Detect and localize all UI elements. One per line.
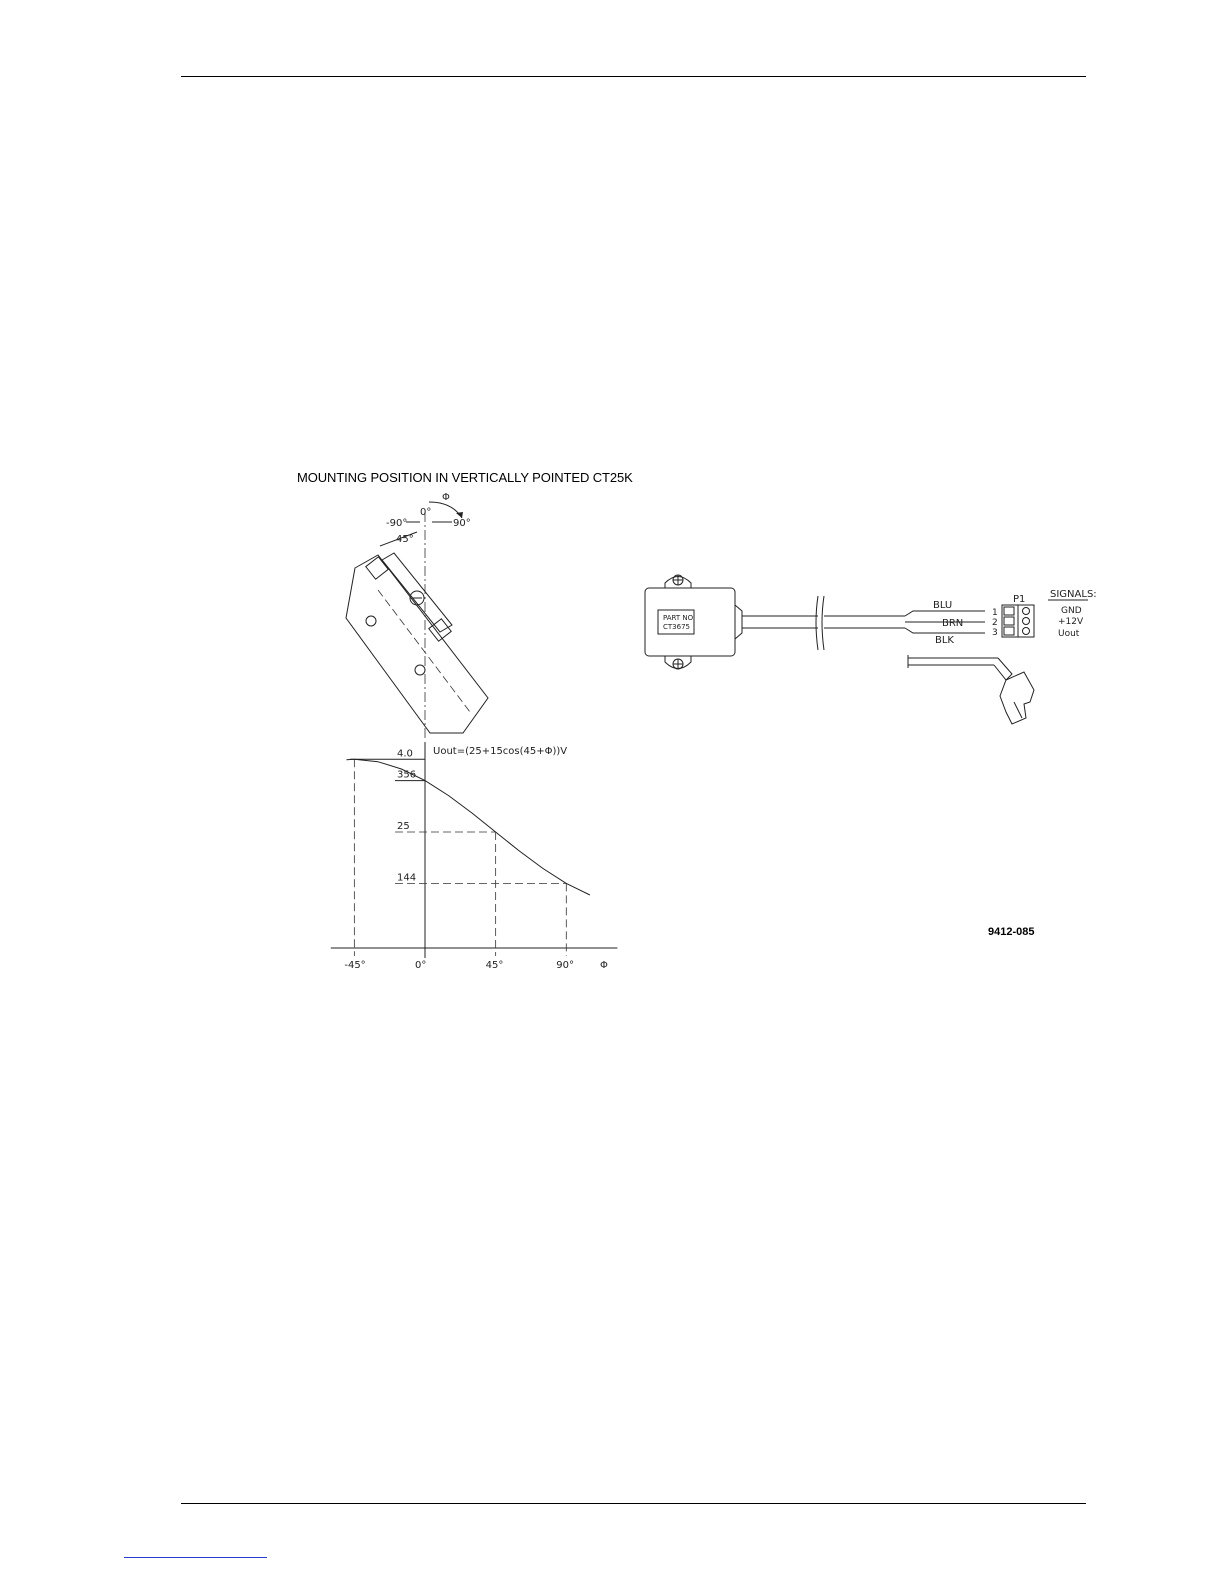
pin-3-screw	[1023, 628, 1030, 635]
pin-3-socket	[1004, 627, 1014, 635]
connector-label: P1	[1013, 594, 1026, 605]
formula-label: Uout=(25+15cos(45+Φ))V	[433, 746, 568, 757]
pin-2-socket	[1004, 617, 1014, 625]
x-tick-label-0: -45°	[344, 960, 366, 971]
mounting-diagram	[346, 492, 488, 740]
zero-deg-label: 0°	[420, 507, 432, 518]
part-no-label: PART NO	[663, 614, 694, 622]
wire-label-2: BRN	[942, 618, 964, 629]
signal-1: GND	[1061, 606, 1082, 616]
x-tick-label-3: 90°	[556, 960, 575, 971]
cable-break-left	[816, 596, 818, 650]
cable-break-right	[822, 596, 824, 650]
signal-2: +12V	[1058, 617, 1084, 627]
figure-number: 9412-085	[988, 926, 1035, 938]
pin-number-3: 3	[992, 628, 998, 638]
voltage-curve	[347, 759, 590, 895]
x-tick-label-2: 45°	[485, 960, 504, 971]
signal-3: Uout	[1058, 629, 1080, 639]
phi-arc	[429, 502, 462, 518]
x-axis-label: Φ	[600, 960, 608, 971]
sensor-unit	[645, 575, 1097, 724]
bracket-hidden-line	[378, 590, 470, 712]
wire-label-1: BLU	[933, 600, 953, 611]
sensor-body	[382, 553, 452, 632]
wire-label-3: BLK	[935, 635, 954, 646]
bracket-hole-upper	[366, 616, 376, 626]
y-tick-label-2: 25	[397, 821, 410, 832]
pin-number-2: 2	[992, 618, 998, 628]
signals-header: SIGNALS:	[1050, 589, 1097, 600]
plug-cable-bend	[994, 658, 1012, 680]
plus90-label: 90°	[453, 518, 471, 529]
plug-body	[1000, 672, 1034, 724]
cable-gland	[735, 605, 742, 639]
pin-2-screw	[1023, 618, 1030, 625]
y-tick-label-1: 356	[397, 769, 417, 781]
output-voltage-chart	[331, 742, 618, 971]
y-tick-label-0: 4.0	[397, 748, 413, 760]
pin-number-1: 1	[992, 608, 998, 618]
chart-guides	[350, 759, 566, 956]
x-tick-label-1: 0°	[415, 960, 427, 971]
plug-latch	[1014, 702, 1022, 718]
y-tick-label-3: 144	[397, 872, 417, 884]
minus90-label: -90°	[386, 518, 408, 529]
wire-blu	[905, 611, 985, 616]
pin-1-socket	[1004, 607, 1014, 615]
chart-tick-labels	[344, 748, 574, 971]
figure-title: MOUNTING POSITION IN VERTICALLY POINTED CT25K	[297, 470, 633, 485]
pin-1-screw	[1023, 608, 1030, 615]
bracket-hole-lower	[415, 665, 425, 675]
phi-label: Φ	[442, 492, 450, 503]
deg45-label: 45°	[396, 534, 414, 545]
part-no-value: CT3675	[663, 623, 690, 631]
